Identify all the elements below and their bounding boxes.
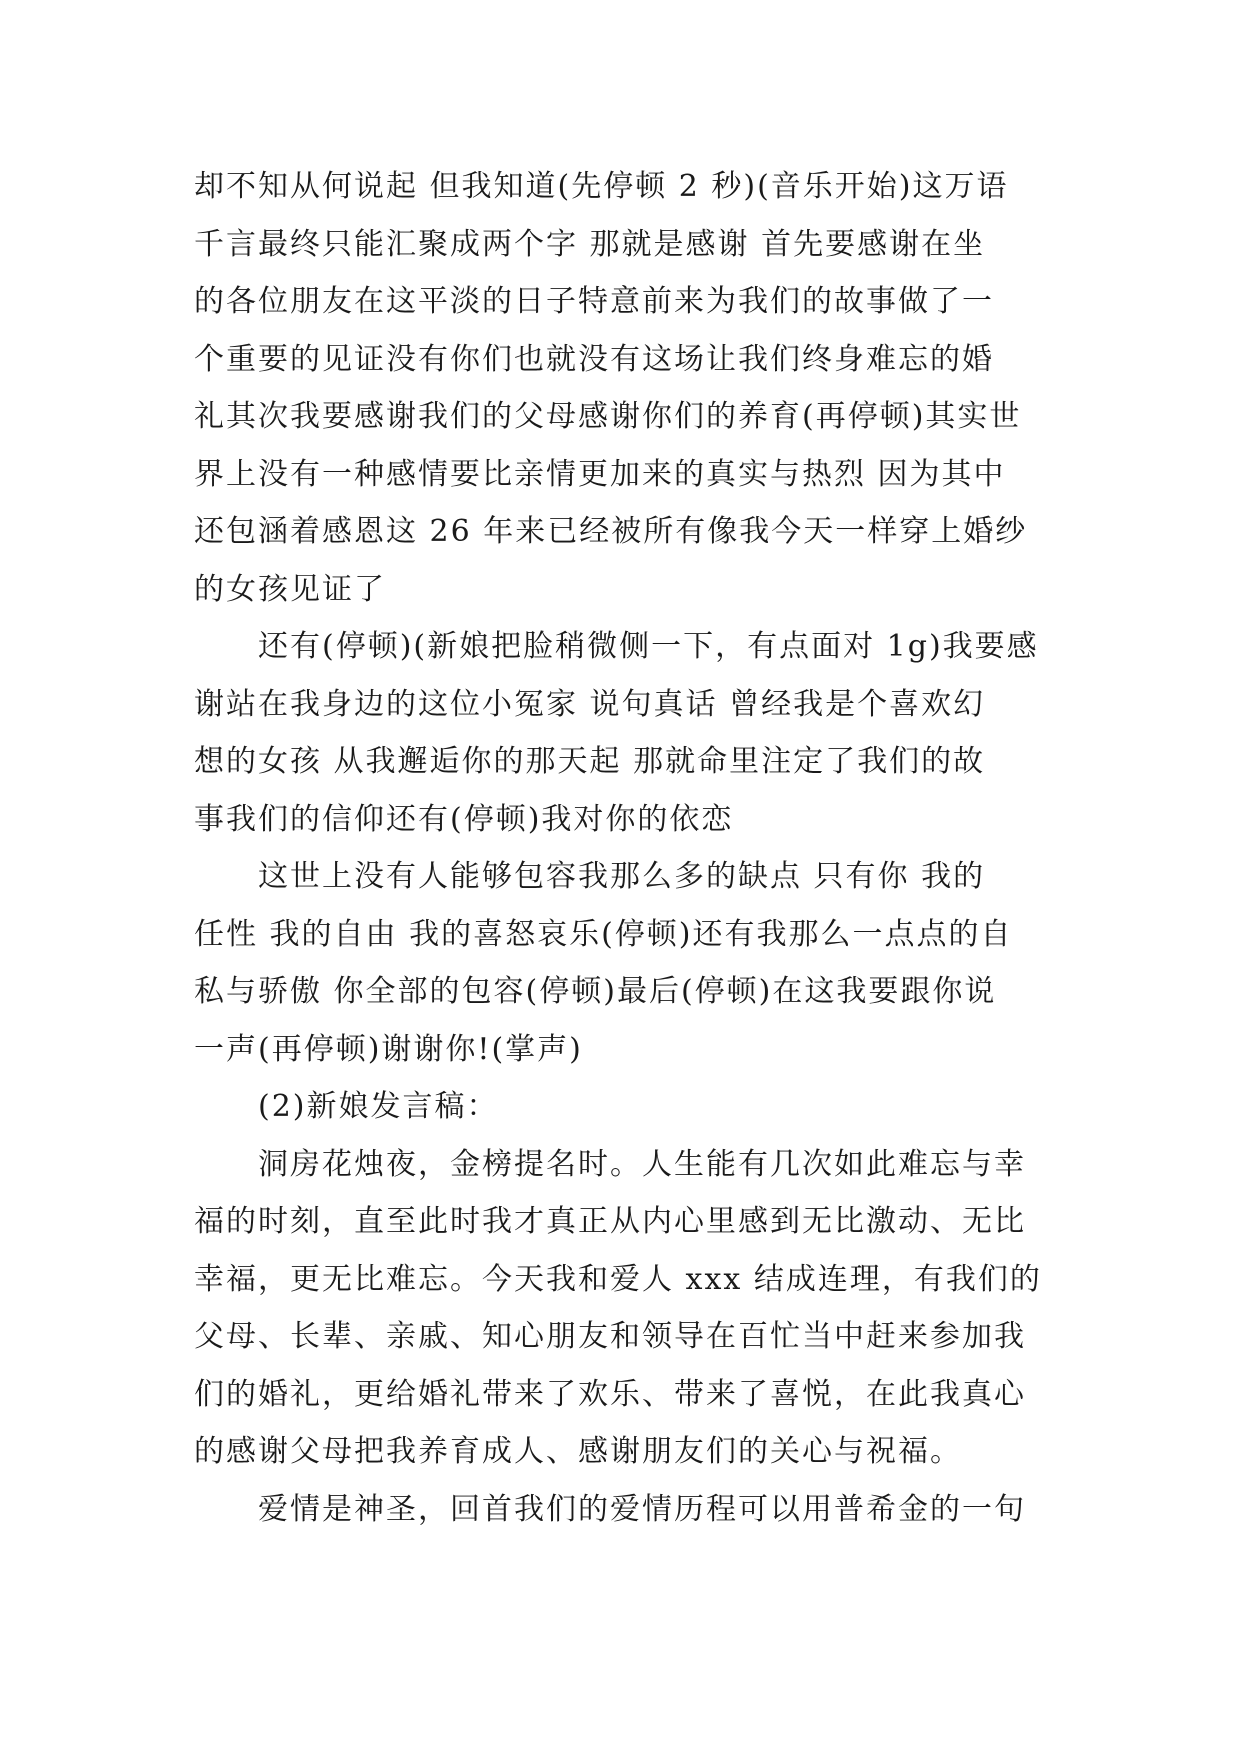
- text-line: 却不知从何说起 但我知道(先停顿 2 秒)(音乐开始)这万语: [194, 169, 1009, 204]
- text-line: 个重要的见证没有你们也就没有这场让我们终身难忘的婚: [194, 341, 994, 377]
- text-line: 爱情是神圣，回首我们的爱情历程可以用普希金的一句: [258, 1491, 1026, 1527]
- text-line: 幸福，更无比难忘。今天我和爱人 xxx 结成连理，有我们的: [194, 1261, 1042, 1297]
- text-line: 谢站在我身边的这位小冤家 说句真话 曾经我是个喜欢幻: [194, 686, 986, 722]
- text-line: 千言最终只能汇聚成两个字 那就是感谢 首先要感谢在坐: [194, 226, 986, 262]
- text-line: 父母、长辈、亲戚、知心朋友和领导在百忙当中赶来参加我: [194, 1319, 1026, 1354]
- text-line: 们的婚礼，更给婚礼带来了欢乐、带来了喜悦，在此我真心: [194, 1376, 1026, 1412]
- text-line: 想的女孩 从我邂逅你的那天起 那就命里注定了我们的故: [194, 744, 986, 779]
- text-line: 任性 我的自由 我的喜怒哀乐(停顿)还有我那么一点点的自: [194, 916, 1013, 952]
- text-line: 洞房花烛夜，金榜提名时。人生能有几次如此难忘与幸: [258, 1146, 1026, 1182]
- text-line: 事我们的信仰还有(停顿)我对你的依恋: [194, 801, 734, 837]
- text-line: 礼其次我要感谢我们的父母感谢你们的养育(再停顿)其实世: [194, 399, 1022, 434]
- document-body-text: [194, 158, 1054, 1538]
- text-line: 这世上没有人能够包容我那么多的缺点 只有你 我的: [258, 859, 986, 894]
- text-line: 一声(再停顿)谢谢你!(掌声): [194, 1031, 583, 1067]
- text-line: 的女孩见证了: [194, 571, 386, 607]
- text-line: 还包涵着感恩这 26 年来已经被所有像我今天一样穿上婚纱: [194, 514, 1028, 549]
- text-line: 福的时刻，直至此时我才真正从内心里感到无比激动、无比: [194, 1204, 1026, 1239]
- text-line: 私与骄傲 你全部的包容(停顿)最后(停顿)在这我要跟你说: [194, 974, 997, 1009]
- text-line: 的感谢父母把我养育成人、感谢朋友们的关心与祝福。: [194, 1434, 962, 1469]
- text-line: (2)新娘发言稿：: [258, 1089, 499, 1124]
- text-line: 的各位朋友在这平淡的日子特意前来为我们的故事做了一: [194, 284, 994, 319]
- text-line: 界上没有一种感情要比亲情更加来的真实与热烈 因为其中: [194, 456, 1006, 492]
- text-line: 还有(停顿)(新娘把脸稍微侧一下，有点面对 1g)我要感: [258, 629, 1039, 664]
